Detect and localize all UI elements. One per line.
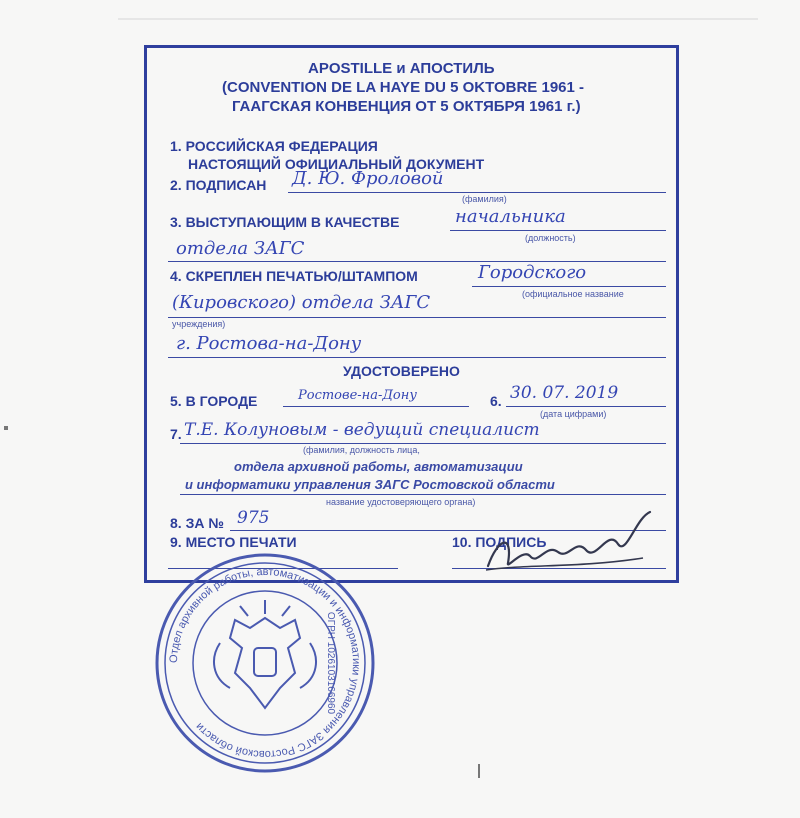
field-8-label: 8. ЗА № xyxy=(170,515,224,531)
field-7-label: 7. xyxy=(170,426,182,442)
field-7-org-1: отдела архивной работы, автоматизации xyxy=(234,459,523,474)
field-9-label: 9. МЕСТО ПЕЧАТИ xyxy=(170,534,297,550)
field-2-label: 2. ПОДПИСАН xyxy=(170,177,267,193)
field-5-label: 5. В ГОРОДЕ xyxy=(170,393,258,409)
field-4-hint-1: (официальное название xyxy=(522,289,624,299)
field-4-value-2: (Кировского) отдела ЗАГС xyxy=(172,292,431,313)
field-1-label: 1. РОССИЙСКАЯ ФЕДЕРАЦИЯ xyxy=(170,138,378,154)
field-5-line xyxy=(283,406,469,407)
field-7-org-line xyxy=(180,494,666,495)
field-8-value: 975 xyxy=(237,508,270,528)
field-1-sub: НАСТОЯЩИЙ ОФИЦИАЛЬНЫЙ ДОКУМЕНТ xyxy=(188,156,485,172)
field-6-label: 6. xyxy=(490,393,502,409)
header-convention-ru: ГААГСКАЯ КОНВЕНЦИЯ ОТ 5 ОКТЯБРЯ 1961 г.) xyxy=(232,98,581,115)
field-6-line xyxy=(506,406,666,407)
handwritten-signature xyxy=(468,508,668,578)
scan-mark xyxy=(4,426,8,430)
field-4-value-3: г. Ростова-на-Дону xyxy=(176,333,362,354)
scan-mark xyxy=(478,764,480,778)
seal-ogrn: ОГРН 1026103166960 xyxy=(325,611,336,715)
field-2-line xyxy=(288,192,666,193)
official-round-seal xyxy=(150,548,380,778)
field-2-value: Д. Ю. Фроловой xyxy=(292,168,444,189)
field-3-value-2: отдела ЗАГС xyxy=(176,238,305,259)
field-4-hint-2: учреждения) xyxy=(172,319,226,329)
seal-ring-text: Отдел архивной работы, автоматизации и информатики управления ЗАГС Ростовской области xyxy=(167,565,363,761)
field-4-value-1: Городского xyxy=(478,262,587,283)
field-3-value-1: начальника xyxy=(455,206,566,227)
field-7-hint-2: название удостоверяющего органа) xyxy=(326,497,476,507)
field-4-line-1 xyxy=(472,286,666,287)
field-3-line-1 xyxy=(450,230,666,231)
field-3-label: 3. ВЫСТУПАЮЩИМ В КАЧЕСТВЕ xyxy=(170,214,400,230)
double-headed-eagle-icon xyxy=(214,600,316,708)
header-title: APOSTILLE и АПОСТИЛЬ xyxy=(308,60,495,77)
header-convention: (CONVENTION DE LA HAYE DU 5 OKTOBRE 1961 - xyxy=(222,79,585,96)
field-4-line-3 xyxy=(168,357,666,358)
field-3-hint: (должность) xyxy=(525,233,576,243)
field-3-line-2 xyxy=(168,261,666,262)
field-7-line xyxy=(180,443,666,444)
field-6-hint: (дата цифрами) xyxy=(540,409,607,419)
field-6-value: 30. 07. 2019 xyxy=(510,383,619,403)
field-4-label: 4. СКРЕПЛЕН ПЕЧАТЬЮ/ШТАМПОМ xyxy=(170,268,418,284)
field-4-line-2 xyxy=(168,317,666,318)
field-10-label: 10. ПОДПИСЬ xyxy=(452,534,547,550)
field-7-hint: (фамилия, должность лица, xyxy=(303,445,420,455)
certified-heading: УДОСТОВЕРЕНО xyxy=(343,363,460,379)
field-7-value: Т.Е. Колуновым - ведущий специалист xyxy=(184,420,540,440)
paper-edge xyxy=(118,18,758,20)
field-5-value: Ростове-на-Дону xyxy=(298,388,417,403)
field-7-org-2: и информатики управления ЗАГС Ростовской области xyxy=(185,477,555,492)
field-2-hint: (фамилия) xyxy=(462,194,507,204)
